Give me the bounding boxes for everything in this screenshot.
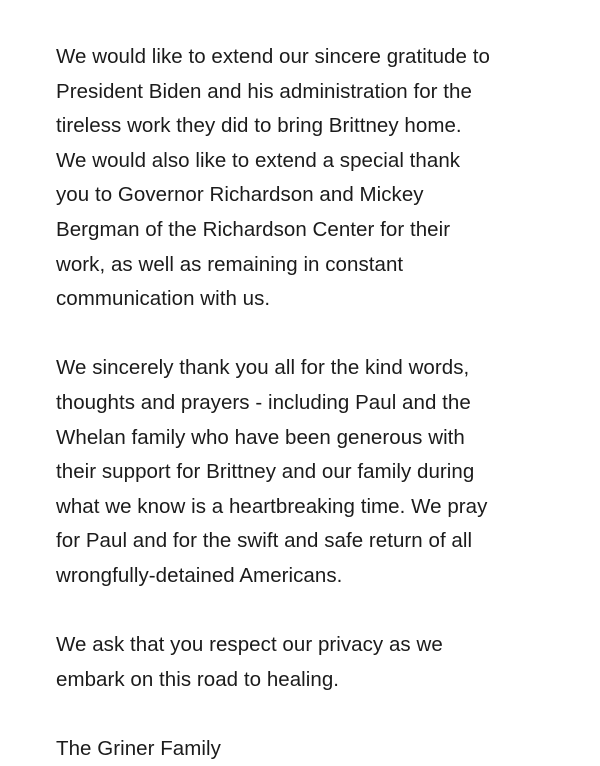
text-line: for Paul and for the swift and safe return of all (56, 529, 473, 553)
signature-text: The Griner Family (56, 736, 221, 760)
text-line: what we know is a heartbreaking time. We pray (56, 494, 488, 518)
paragraph-gratitude (56, 40, 586, 317)
family-statement (56, 40, 586, 766)
text-line: We would also like to extend a special thank (56, 148, 461, 172)
text-line: you to Governor Richardson and Mickey (56, 183, 424, 207)
text-line: work, as well as remaining in constant (56, 252, 404, 276)
text-line: communication with us. (56, 287, 271, 311)
text-line: their support for Brittney and our family during (56, 460, 475, 484)
text-line: embark on this road to healing. (56, 667, 340, 691)
text-line: We would like to extend our sincere gratitude to (56, 45, 490, 68)
text-line: Whelan family who have been generous with (56, 425, 465, 449)
paragraph-privacy (56, 628, 586, 697)
text-line: President Biden and his administration for the (56, 79, 472, 103)
text-line: We ask that you respect our privacy as we (56, 633, 443, 657)
text-line: Bergman of the Richardson Center for their (56, 217, 451, 241)
paragraph-thanks (56, 351, 586, 593)
text-line: We sincerely thank you all for the kind words, (56, 356, 470, 380)
text-line: tireless work they did to bring Brittney home. (56, 114, 462, 138)
text-line: thoughts and prayers - including Paul and the (56, 390, 471, 414)
text-line: wrongfully-detained Americans. (56, 563, 343, 587)
signature (56, 732, 586, 766)
